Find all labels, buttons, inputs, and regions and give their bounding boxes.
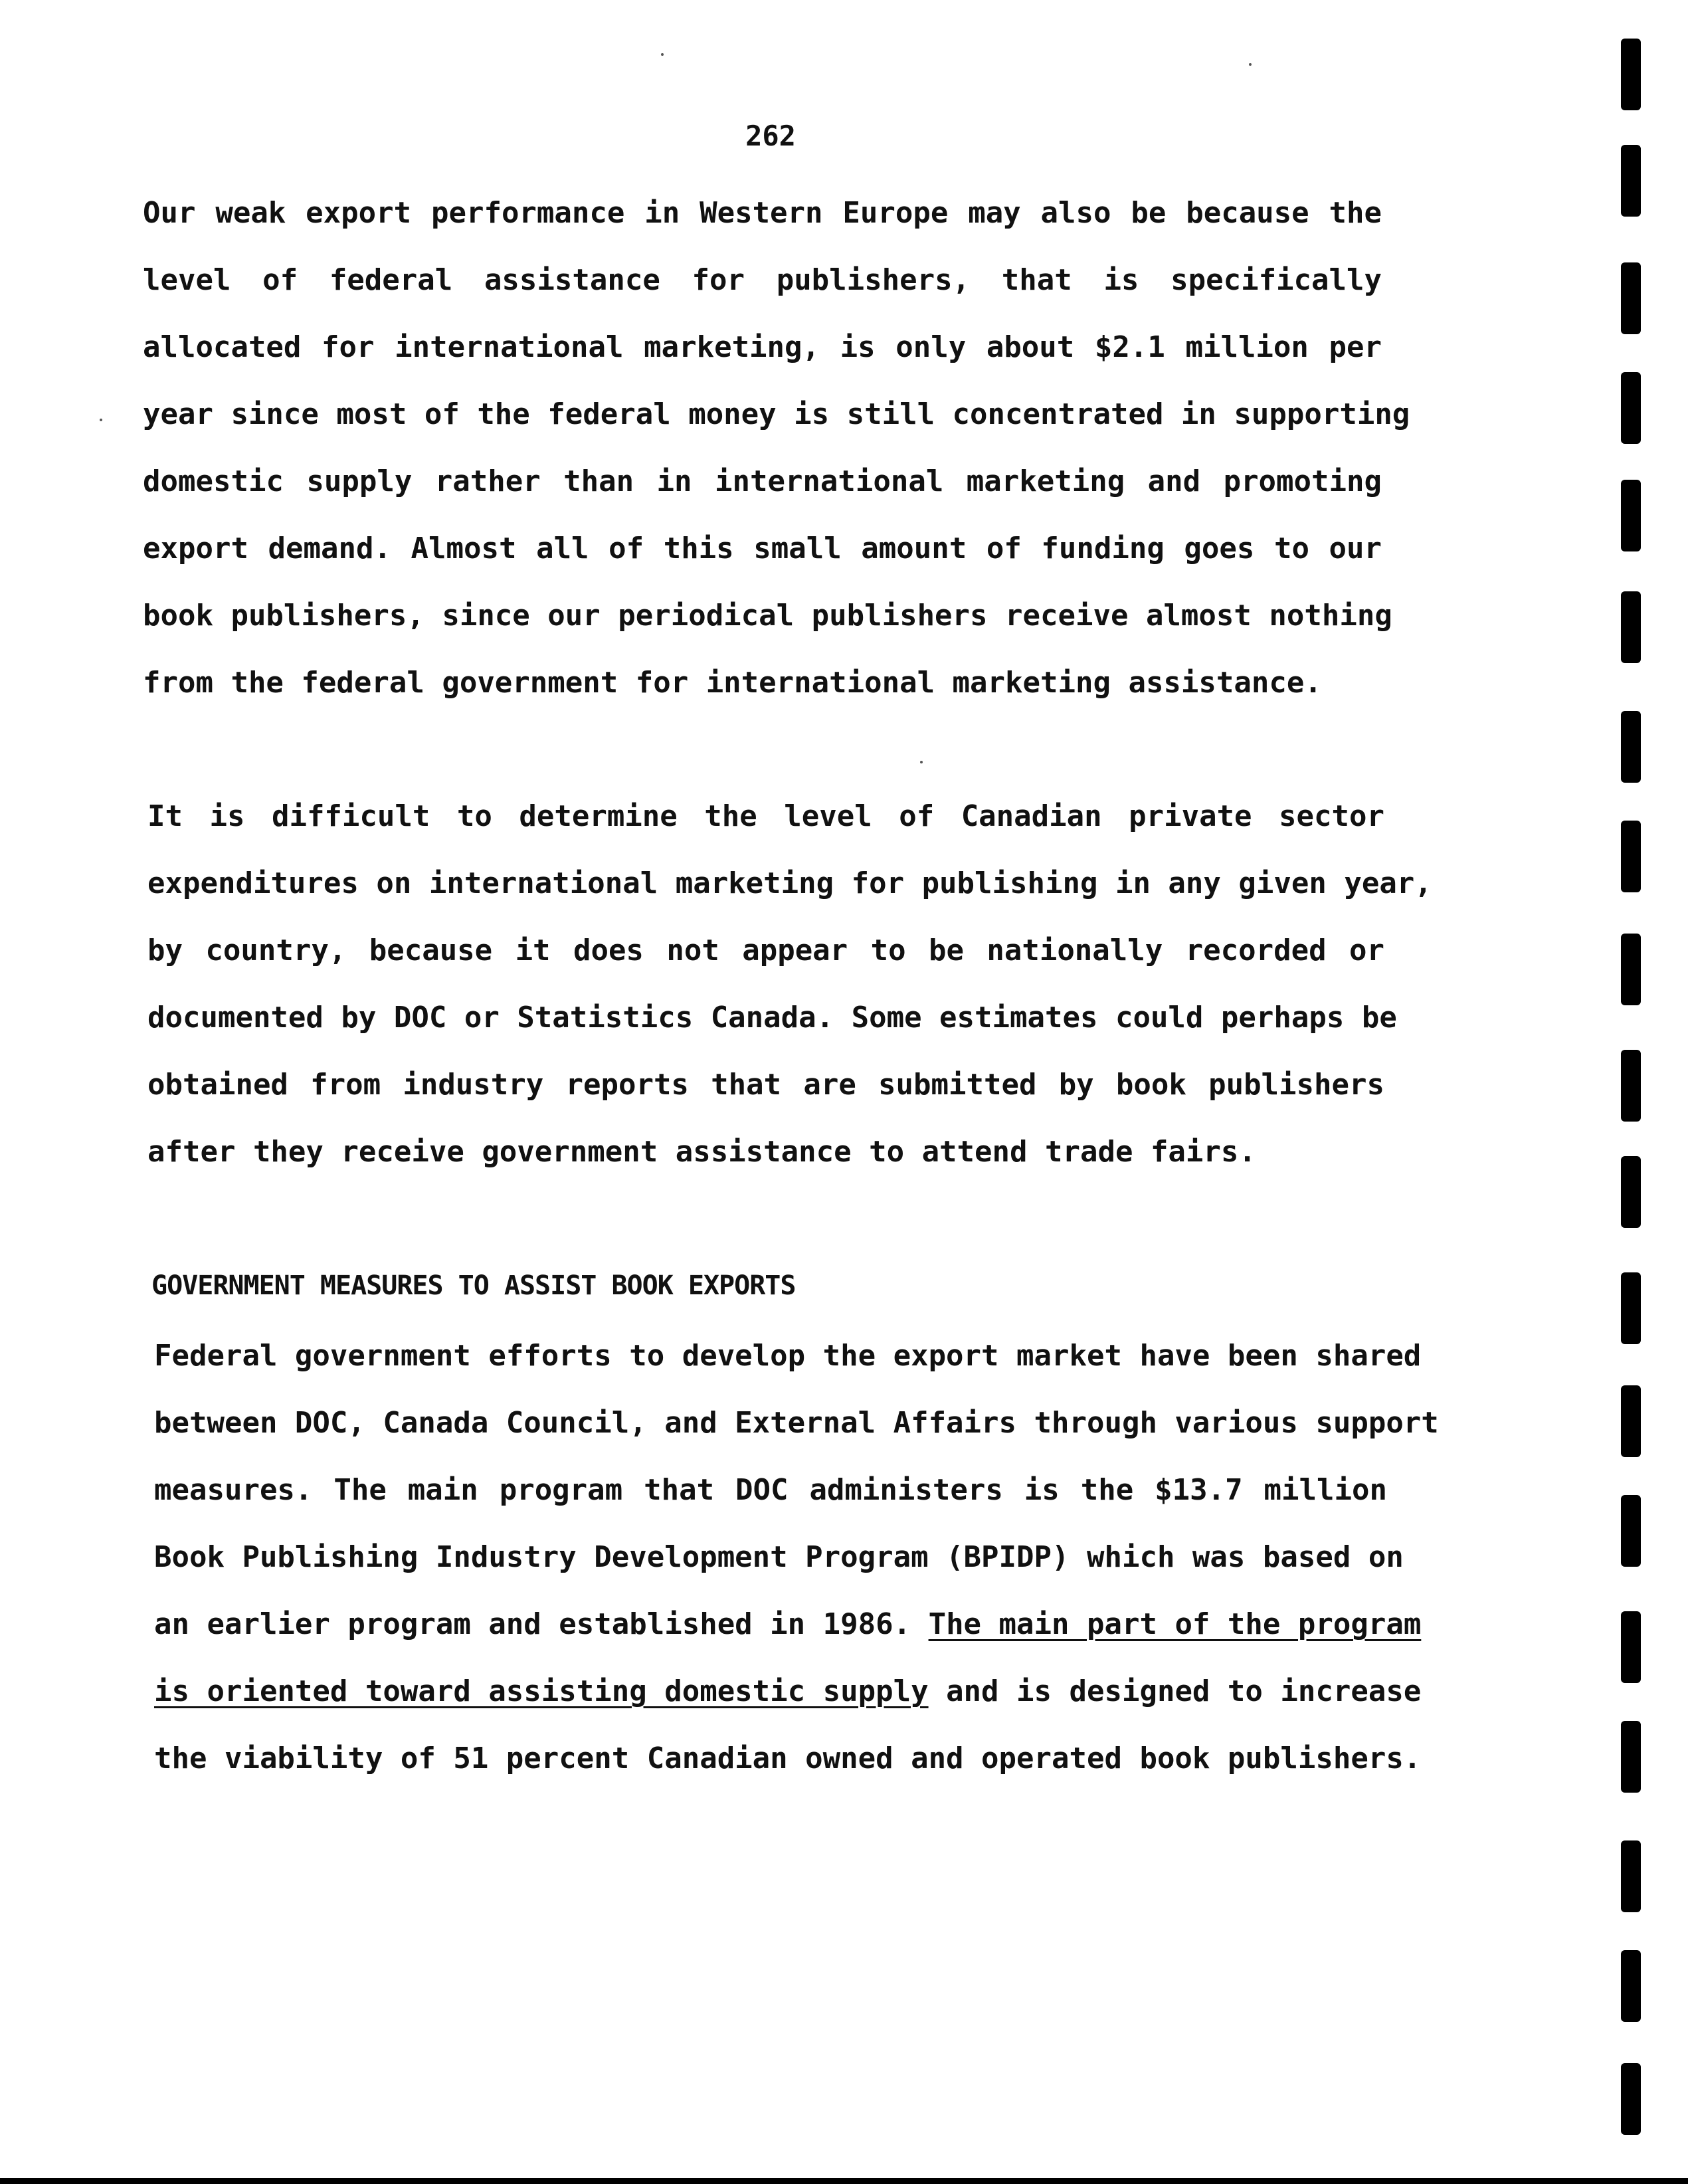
scan-speck	[100, 419, 102, 421]
scan-edge	[0, 2178, 1688, 2184]
binding-hole	[1621, 2063, 1641, 2135]
binding-hole	[1621, 1272, 1641, 1344]
section-heading: GOVERNMENT MEASURES TO ASSIST BOOK EXPORTS	[151, 1270, 796, 1301]
binding-hole	[1621, 1156, 1641, 1228]
binding-hole	[1621, 821, 1641, 892]
text-line: export demand. Almost all of this small amount of funding goes to our	[143, 532, 1382, 565]
binding-hole	[1621, 372, 1641, 444]
binding-hole	[1621, 1840, 1641, 1912]
binding-hole	[1621, 1385, 1641, 1457]
binding-hole	[1621, 934, 1641, 1005]
text-line: measures. The main program that DOC administers is the $13.7 million	[154, 1473, 1387, 1507]
text-line: Book Publishing Industry Development Program (BPIDP) which was based on	[154, 1540, 1404, 1574]
page-number: 262	[745, 120, 796, 152]
binding-hole	[1621, 145, 1641, 217]
text-line: between DOC, Canada Council, and External Affairs through various support	[154, 1406, 1439, 1440]
text-line	[154, 1658, 1422, 1725]
text-line	[154, 1591, 1422, 1658]
underlined-text: is oriented toward assisting domestic supply	[154, 1674, 929, 1708]
text-line: Our weak export performance in Western Europe may also be because the	[143, 196, 1382, 230]
text-line: the viability of 51 percent Canadian owned and operated book publishers.	[154, 1741, 1422, 1775]
binding-hole	[1621, 1721, 1641, 1793]
binding-hole	[1621, 480, 1641, 551]
text-line: after they receive government assistance to attend trade fairs.	[147, 1135, 1256, 1169]
binding-hole	[1621, 262, 1641, 334]
text-segment: an earlier program and established in 1986.	[154, 1607, 929, 1641]
text-line: book publishers, since our periodical publishers receive almost nothing	[143, 599, 1392, 633]
text-line: from the federal government for international marketing assistance.	[143, 666, 1322, 700]
binding-hole	[1621, 1495, 1641, 1567]
binding-holes	[1621, 0, 1661, 2184]
scan-speck	[661, 53, 664, 56]
binding-hole	[1621, 711, 1641, 783]
text-line: expenditures on international marketing for publishing in any given year,	[147, 866, 1432, 900]
text-line: documented by DOC or Statistics Canada. Some estimates could perhaps be	[147, 1001, 1397, 1035]
scan-speck	[920, 761, 923, 763]
binding-hole	[1621, 1050, 1641, 1122]
text-line: by country, because it does not appear to be nationally recorded or	[147, 934, 1384, 967]
text-line: obtained from industry reports that are submitted by book publishers	[147, 1068, 1384, 1102]
underlined-text: The main part of the program	[928, 1607, 1422, 1641]
binding-hole	[1621, 39, 1641, 110]
text-line: domestic supply rather than in international marketing and promoting	[143, 464, 1382, 498]
text-line: Federal government efforts to develop the export market have been shared	[154, 1339, 1422, 1373]
binding-hole	[1621, 591, 1641, 663]
text-segment: and is designed to increase	[928, 1674, 1422, 1708]
text-line: It is difficult to determine the level of Canadian private sector	[147, 799, 1384, 833]
text-line: allocated for international marketing, is only about $2.1 million per	[143, 330, 1382, 364]
paragraph-1	[143, 179, 1410, 716]
paragraph-2	[147, 783, 1432, 1185]
text-line: level of federal assistance for publishers, that is specifically	[143, 263, 1382, 297]
scan-speck	[1249, 63, 1252, 66]
paragraph-3	[154, 1322, 1439, 1792]
text-line: year since most of the federal money is still concentrated in supporting	[143, 397, 1410, 431]
binding-hole	[1621, 1950, 1641, 2022]
binding-hole	[1621, 1611, 1641, 1683]
